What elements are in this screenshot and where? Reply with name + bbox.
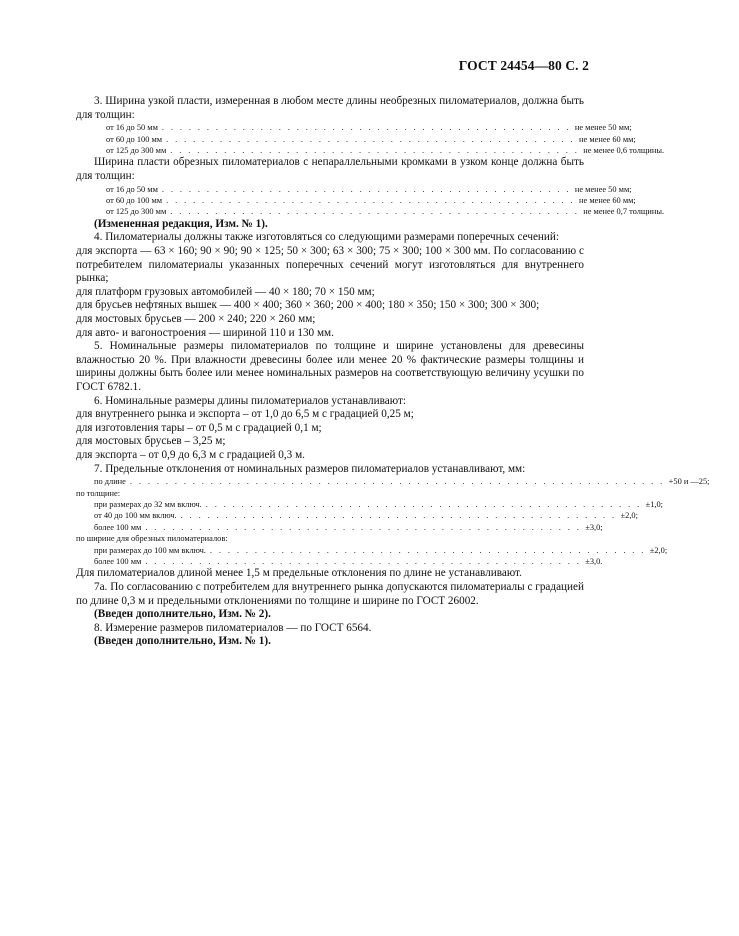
section-3-text-2: Ширина пласти обрезных пиломатериалов с непараллельными кромками в узком конце должна быть для толщин: xyxy=(76,156,584,182)
tolerance-row: при размерах до 32 мм включ. . . . . . . . . . . . . . . . . . . . . . . . . . . . . . . . . . . . . . . . . . . . . . . . . . ±1,0; xyxy=(94,499,664,509)
section-7-note: Для пиломатериалов длиной менее 1,5 м предельные отклонения по длине не устанавливают. xyxy=(76,567,522,580)
section-6-text: 6. Номинальные размеры длины пиломатериалов устанавливают: xyxy=(94,394,406,407)
width-label: по ширине для обрезных пиломатериалов: xyxy=(76,534,228,544)
page-header: ГОСТ 24454—80 С. 2 xyxy=(458,58,589,73)
width-row: от 60 до 100 мм . . . . . . . . . . . . . . . . . . . . . . . . . . . . . . . . . . . . . . . . . . . . . . не менее 60 мм; xyxy=(106,134,636,144)
tolerance-row: более 100 мм . . . . . . . . . . . . . . . . . . . . . . . . . . . . . . . . . . . . . . . . . . . . . . . . . ±3,0. xyxy=(94,556,603,566)
width-row: от 16 до 50 мм . . . . . . . . . . . . . . . . . . . . . . . . . . . . . . . . . . . . . . . . . . . . . . не менее 50 мм; xyxy=(106,184,632,194)
list-item: для авто- и вагоностроения — шириной 110 и 130 мм. xyxy=(76,326,334,339)
list-item: для брусьев нефтяных вышек — 400 × 400; 360 × 360; 200 × 400; 180 × 350; 150 × 300; 300 × 300; xyxy=(76,299,540,312)
width-row: от 125 до 300 мм . . . . . . . . . . . . . . . . . . . . . . . . . . . . . . . . . . . . . . . . . . . . . . не менее 0,7 толщины. xyxy=(106,207,665,217)
width-row: от 16 до 50 мм . . . . . . . . . . . . . . . . . . . . . . . . . . . . . . . . . . . . . . . . . . . . . . не менее 50 мм; xyxy=(106,123,632,133)
tolerance-row-length: по длине . . . . . . . . . . . . . . . . . . . . . . . . . . . . . . . . . . . . . . . . . . . . . . . . . . . . . . . . . . . . +50 и —25; xyxy=(94,477,710,487)
list-item: для экспорта – от 0,9 до 6,3 м с градацией 0,3 м. xyxy=(76,448,305,461)
section-8-text: 8. Измерение размеров пиломатериалов — по ГОСТ 6564. xyxy=(94,621,372,634)
export-sizes: для экспорта — 63 × 160; 90 × 90; 90 × 125; 50 × 300; 63 × 300; 75 × 300; 100 × 300 мм. По согласованию с потребителем пиломатериалы указанных поперечных сечений могут изготовляться для внутреннего рынка; xyxy=(76,245,584,285)
document-body xyxy=(76,95,710,649)
list-item: для платформ грузовых автомобилей — 40 × 180; 70 × 150 мм; xyxy=(76,285,375,298)
section-7a-text: 7а. По согласованию с потребителем для внутреннего рынка допускаются пиломатериалы с градацией по длине 0,3 м и предельными отклонениями по толщине и ширине по ГОСТ 26002. xyxy=(76,580,584,607)
section-3-text: 3. Ширина узкой пласти, измеренная в любом месте длины необрезных пиломатериалов, должна быть для толщин: xyxy=(76,95,584,121)
list-item: для мостовых брусьев – 3,25 м; xyxy=(76,435,226,448)
width-row: от 60 до 100 мм . . . . . . . . . . . . . . . . . . . . . . . . . . . . . . . . . . . . . . . . . . . . . . не менее 60 мм; xyxy=(106,196,636,205)
revision-note: (Введен дополнительно, Изм. № 1). xyxy=(94,635,271,648)
revision-note: (Измененная редакция, Изм. № 1). xyxy=(94,217,268,230)
revision-note: (Введен дополнительно, Изм. № 2). xyxy=(94,608,271,621)
width-row: от 125 до 300 мм . . . . . . . . . . . . . . . . . . . . . . . . . . . . . . . . . . . . . . . . . . . . . . не менее 0,6 толщины. xyxy=(106,146,665,155)
list-item: для мостовых брусьев — 200 × 240; 220 × 260 мм; xyxy=(76,312,316,325)
section-4-text: 4. Пиломатериалы должны также изготовляться со следующими размерами поперечных сечений: xyxy=(94,231,559,244)
thickness-label: по толщине: xyxy=(76,488,121,498)
section-7-text: 7. Предельные отклонения от номинальных размеров пиломатериалов устанавливают, мм: xyxy=(94,462,526,475)
list-item: для изготовления тары – от 0,5 м с градацией 0,1 м; xyxy=(76,421,322,434)
section-5-text: 5. Номинальные размеры пиломатериалов по толщине и ширине установлены для древесины влажностью 20 %. При влажности древесины более или менее 20 % фактические размеры толщины и ширины должны быть более или менее номинальных размеров на соответствующую величину усушки по ГОСТ 6782.1. xyxy=(76,340,584,393)
tolerance-row: более 100 мм . . . . . . . . . . . . . . . . . . . . . . . . . . . . . . . . . . . . . . . . . . . . . . . . . ±3,0; xyxy=(94,522,603,532)
tolerance-row: от 40 до 100 мм включ. . . . . . . . . . . . . . . . . . . . . . . . . . . . . . . . . . . . . . . . . . . . . . . . . . ±2,0; xyxy=(94,511,638,521)
list-item: для внутреннего рынка и экспорта – от 1,0 до 6,5 м с градацией 0,25 м; xyxy=(76,408,414,421)
tolerance-row: при размерах до 100 мм включ. . . . . . . . . . . . . . . . . . . . . . . . . . . . . . . . . . . . . . . . . . . . . . . . . . ±2,0; xyxy=(94,545,668,555)
